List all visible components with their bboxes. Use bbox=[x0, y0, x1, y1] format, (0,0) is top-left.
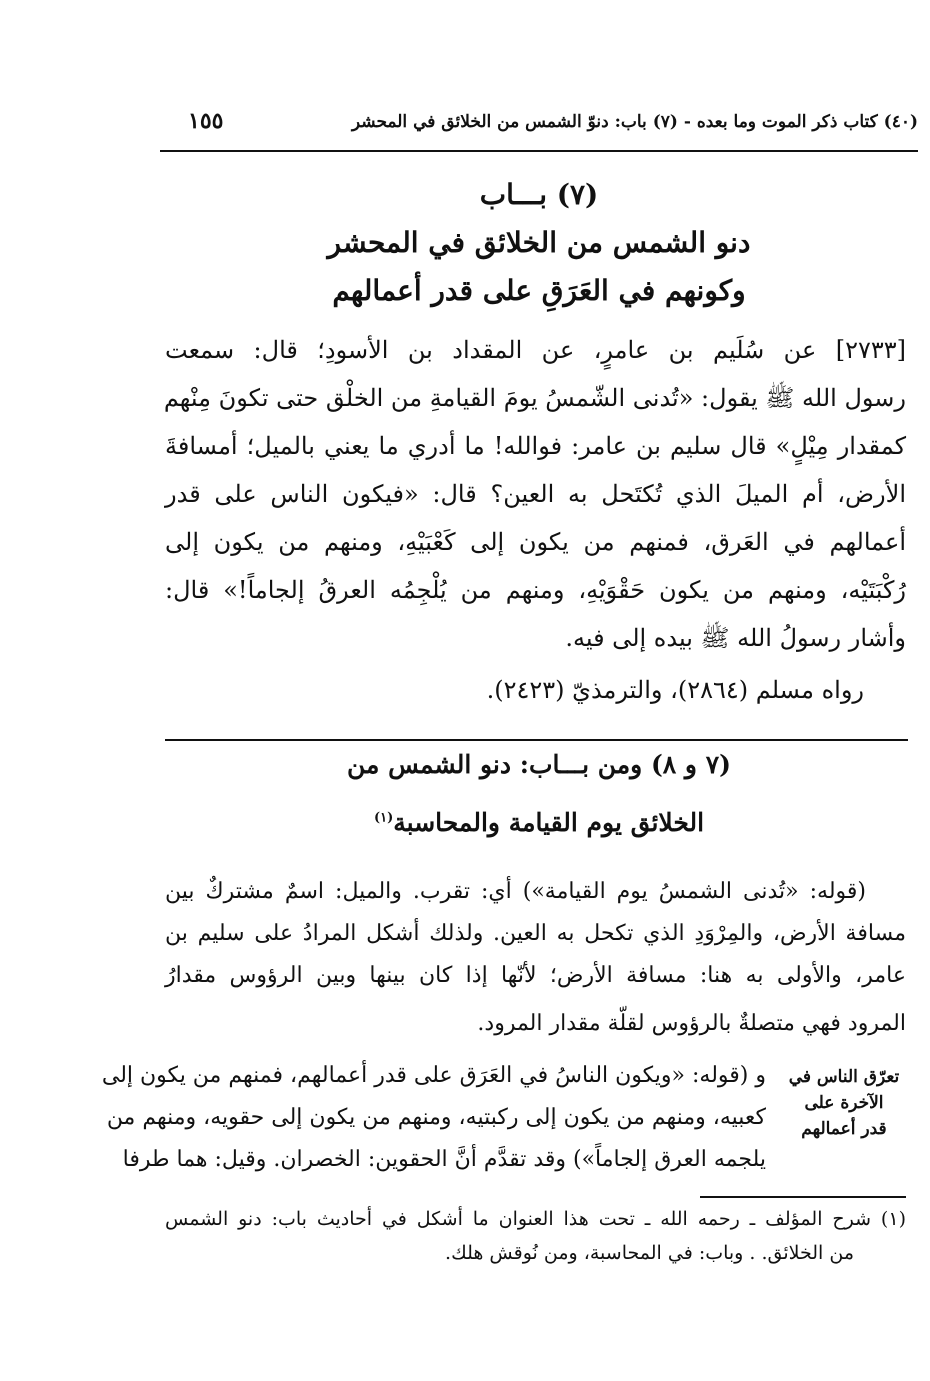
header-rule bbox=[160, 150, 918, 152]
chapter-title-line1: دنو الشمس من الخلائق في المحشر bbox=[327, 226, 751, 259]
chapter-title-line2: وكونهم في العَرَقِ على قدر أعمالهم bbox=[332, 274, 746, 307]
commentary-line: (قوله: «تُدنى الشمسُ يوم القيامة») أي: تقرب. والميل: اسمٌ مشتركٌ بين bbox=[165, 879, 866, 904]
hadith-line: الأرض، أم الميلَ الذي تُكتَحل به العين؟ قال: «فيكون الناس على قدر bbox=[165, 480, 906, 508]
footnote-line: من الخلائق. . وباب: في المحاسبة، ومن نُوقش هلك. bbox=[445, 1242, 854, 1264]
footnote-line: (١) شرح المؤلف ـ رحمه الله ـ تحت هذا العنوان ما أشكل في أحاديث باب: دنو الشمس bbox=[165, 1208, 906, 1230]
running-title: (٤٠) كتاب ذكر الموت وما بعده - (٧) باب: دنوّ الشمس من الخلائق في المحشر bbox=[351, 112, 918, 132]
footnote-marker: (١) bbox=[373, 810, 394, 826]
page-number: ١٥٥ bbox=[188, 108, 224, 134]
hadith-line: رسول الله ﷺ يقول: «تُدنى الشّمسُ يومَ القيامةِ من الخلْق حتى تكونَ مِنْهم bbox=[163, 384, 906, 412]
hadith-source: رواه مسلم (٢٨٦٤)، والترمذيّ (٢٤٢٣). bbox=[486, 676, 864, 704]
running-header bbox=[160, 108, 918, 142]
commentary-heading-line2 bbox=[160, 808, 918, 837]
margin-note-line: قدر أعمالهم bbox=[801, 1119, 887, 1139]
margin-note-line: الآخرة على bbox=[804, 1093, 884, 1113]
commentary-line: المرود فهي متصلةٌ بالرؤوس لقلّة مقدار المرود. bbox=[477, 1011, 906, 1036]
hadith-line: كمقدار مِيْلٍ» قال سليم بن عامر: فوالله! ما أدري ما يعني بالميل؛ أمسافةَ bbox=[165, 432, 906, 460]
hadith-line: رُكْبَتَيْه، ومنهم من يكون حَقْوَيْهِ، ومنهم من يُلْجِمُه العرقُ إلجاماً!» قال: bbox=[165, 576, 906, 604]
commentary-heading-text: الخلائق يوم القيامة والمحاسبة bbox=[393, 808, 705, 837]
chapter-number: (٧) بـــاب bbox=[479, 178, 599, 211]
margin-note-line: تعرّق الناس في bbox=[788, 1067, 900, 1087]
commentary-line: يلجمه العرق إلجاماً») وقد تقدَّم أنَّ الحقوين: الخصران. وقيل: هما طرفا bbox=[122, 1147, 766, 1172]
commentary-line: كعبيه، ومنهم من يكون إلى ركبتيه، ومنهم من يكون إلى حقويه، ومنهم من bbox=[106, 1105, 766, 1130]
commentary-line: مسافة الأرض، والمِرْوَدِ الذي تكحل به العين. ولذلك أشكل المرادُ على سليم بن bbox=[165, 921, 906, 946]
margin-note bbox=[770, 1064, 918, 1142]
commentary-line: عامر، والأولى به هنا: مسافة الأرض؛ لأنّها إذا كان بينها وبين الرؤوس مقدارُ bbox=[165, 963, 906, 988]
footnote-rule bbox=[700, 1196, 906, 1198]
commentary-line: و (قوله: «ويكون الناسُ في العَرَق على قدر أعمالهم، فمنهم من يكون إلى bbox=[101, 1063, 766, 1088]
hadith-line: [٢٧٣٣] عن سُلَيم بن عامرٍ، عن المقداد بن الأسودِ؛ قال: سمعت bbox=[165, 336, 906, 364]
hadith-line: وأشار رسولُ الله ﷺ بيده إلى فيه. bbox=[565, 624, 906, 652]
hadith-line: أعمالهم في العَرق، فمنهم من يكون إلى كَعْبَيْهِ، ومنهم من يكون إلى bbox=[165, 528, 906, 556]
commentary-heading-line1: (٧ و ٨) ومن بـــاب: دنو الشمس من bbox=[347, 750, 731, 779]
section-divider bbox=[165, 739, 908, 741]
